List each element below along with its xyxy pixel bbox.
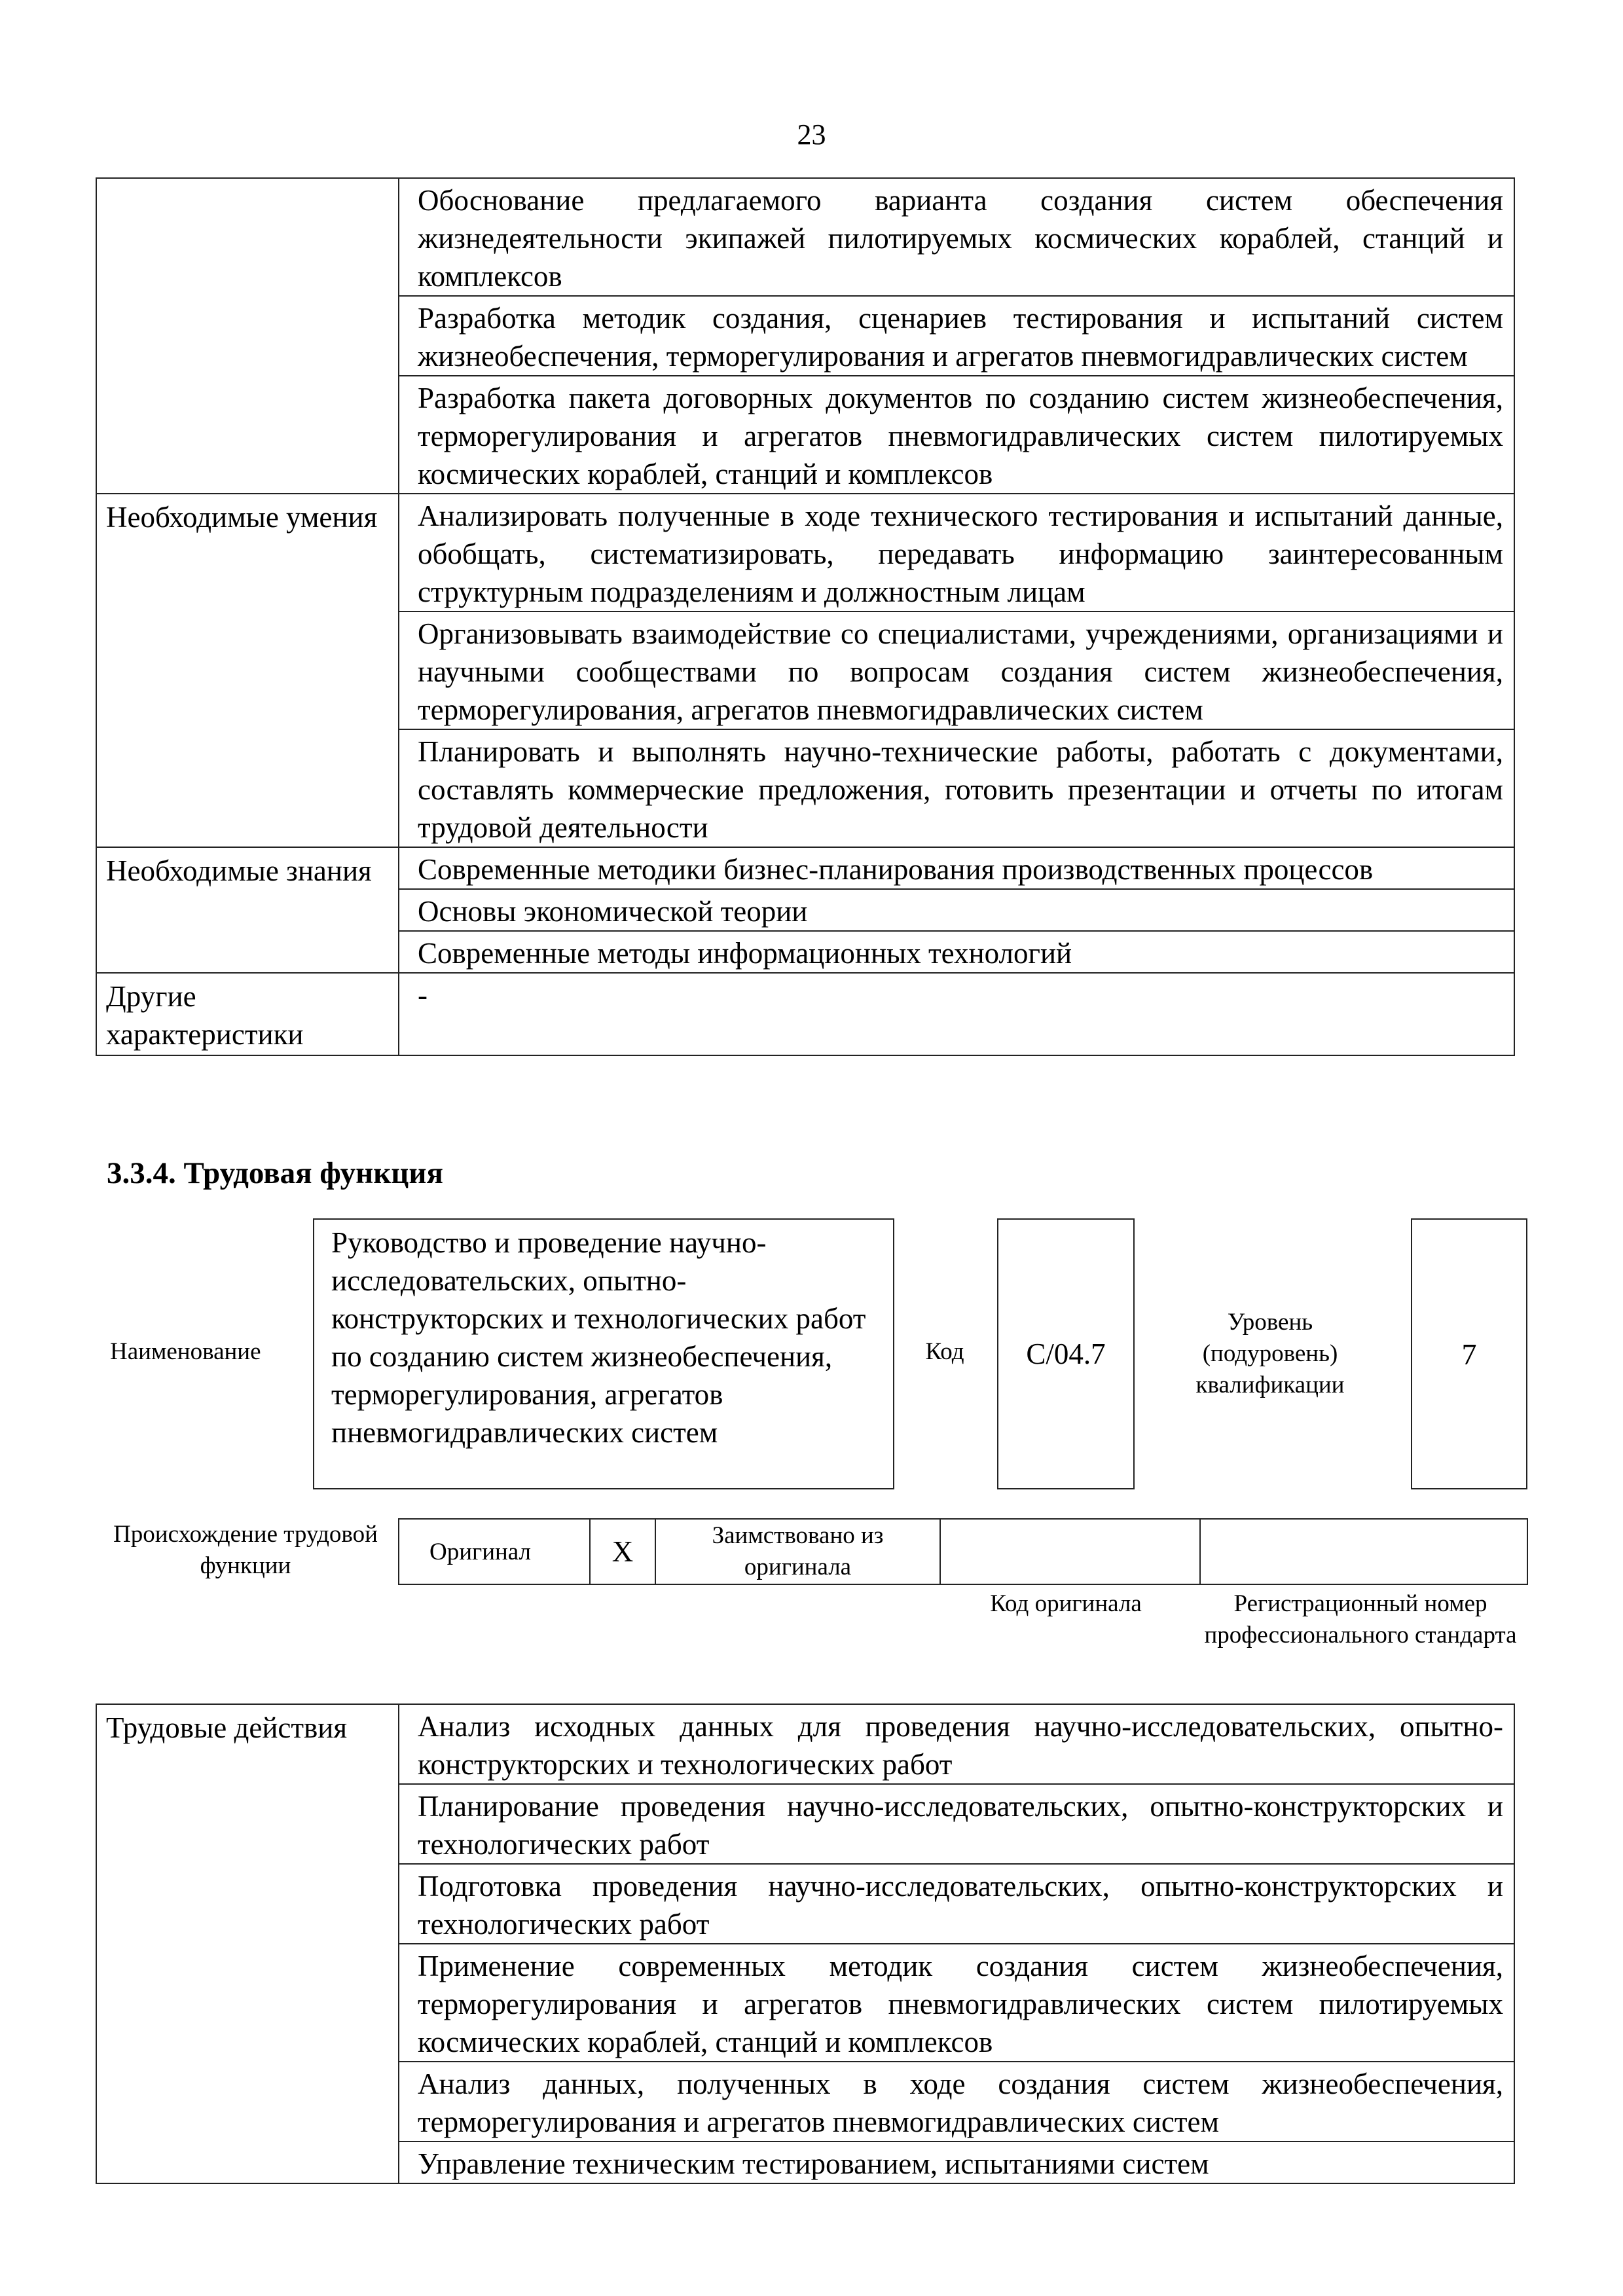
- code-label: Код: [925, 1338, 964, 1365]
- row-label-actions: Трудовые действия: [96, 1704, 399, 2183]
- code-value: C/04.7: [1026, 1338, 1106, 1370]
- original-code-cell: [940, 1519, 1200, 1584]
- table-cell: Применение современных методик создания систем жизнеобеспечения, терморегулирования и агрегатов пневмогидравлических систем пилотируемых космических кораблей, станций и комплексов: [399, 1944, 1514, 2062]
- original-label: Оригинал: [399, 1519, 590, 1584]
- labor-actions-table: [96, 1704, 1515, 2184]
- level-value: 7: [1461, 1337, 1477, 1371]
- level-value-box: [1411, 1218, 1527, 1489]
- competencies-table: [96, 177, 1515, 1056]
- page-number: 23: [797, 118, 826, 151]
- table-cell: Управление техническим тестированием, испытаниями систем: [399, 2141, 1514, 2183]
- reg-number-cell: [1200, 1519, 1527, 1584]
- origin-label: Происхождение трудовой функции: [113, 1521, 378, 1579]
- row-label: [96, 178, 399, 494]
- table-cell: Организовывать взаимодействие со специалистами, учреждениями, организациями и научными сообществами по вопросам создания систем жизнеобеспечения, терморегулирования, агрегатов пневмогидравлических систем: [399, 611, 1514, 729]
- original-mark: X: [590, 1519, 655, 1584]
- table-cell: Анализ данных, полученных в ходе создания систем жизнеобеспечения, терморегулирования и агрегатов пневмогидравлических систем: [399, 2062, 1514, 2141]
- name-label: Наименование: [110, 1338, 261, 1365]
- table-cell: -: [399, 973, 1514, 1055]
- table-cell: Разработка пакета договорных документов по созданию систем жизнеобеспечения, терморегулирования и агрегатов пневмогидравлических систем пилотируемых космических кораблей, станций и комплексов: [399, 376, 1514, 494]
- row-label-skills: Необходимые умения: [96, 494, 399, 847]
- origin-table: [398, 1518, 1528, 1585]
- table-cell: Подготовка проведения научно-исследовательских, опытно-конструкторских и технологических работ: [399, 1864, 1514, 1944]
- section-title: 3.3.4. Трудовая функция: [107, 1156, 443, 1190]
- code-value-box: [997, 1218, 1135, 1489]
- table-row: [96, 1704, 1514, 1784]
- table-row: [96, 178, 1514, 296]
- table-cell: Обоснование предлагаемого варианта создания систем обеспечения жизнедеятельности экипажей пилотируемых космических кораблей, станций и комплексов: [399, 178, 1514, 296]
- borrowed-label: Заимствовано из оригинала: [655, 1519, 940, 1584]
- row-label-other: Другие характеристики: [96, 973, 399, 1055]
- table-row: [96, 973, 1514, 1055]
- table-cell: Современные методики бизнес-планирования производственных процессов: [399, 847, 1514, 889]
- table-cell: Планирование проведения научно-исследовательских, опытно-конструкторских и технологических работ: [399, 1784, 1514, 1864]
- function-name-box: Руководство и проведение научно-исследовательских, опытно-конструкторских и технологических работ по созданию систем жизнеобеспечения, терморегулирования, агрегатов пневмогидравлических систем: [313, 1218, 894, 1489]
- table-cell: Современные методы информационных технологий: [399, 931, 1514, 973]
- row-label-knowledge: Необходимые знания: [96, 847, 399, 973]
- table-cell: Планировать и выполнять научно-технические работы, работать с документами, составлять коммерческие предложения, готовить презентации и отчеты по итогам трудовой деятельности: [399, 729, 1514, 847]
- origin-row: [399, 1519, 1527, 1584]
- table-cell: Разработка методик создания, сценариев тестирования и испытаний систем жизнеобеспечения, терморегулирования и агрегатов пневмогидравлических систем: [399, 296, 1514, 376]
- reg-number-caption: Регистрационный номер профессионального стандарта: [1204, 1590, 1517, 1649]
- table-row: [96, 847, 1514, 889]
- table-cell: Основы экономической теории: [399, 889, 1514, 931]
- table-cell: Анализ исходных данных для проведения научно-исследовательских, опытно-конструкторских и технологических работ: [399, 1704, 1514, 1784]
- table-cell: Анализировать полученные в ходе технического тестирования и испытаний данные, обобщать, систематизировать, передавать информацию заинтересованным структурным подразделениям и должностным лицам: [399, 494, 1514, 611]
- table-row: [96, 494, 1514, 611]
- original-code-caption: Код оригинала: [990, 1590, 1142, 1617]
- level-label: Уровень (подуровень) квалификации: [1195, 1309, 1345, 1398]
